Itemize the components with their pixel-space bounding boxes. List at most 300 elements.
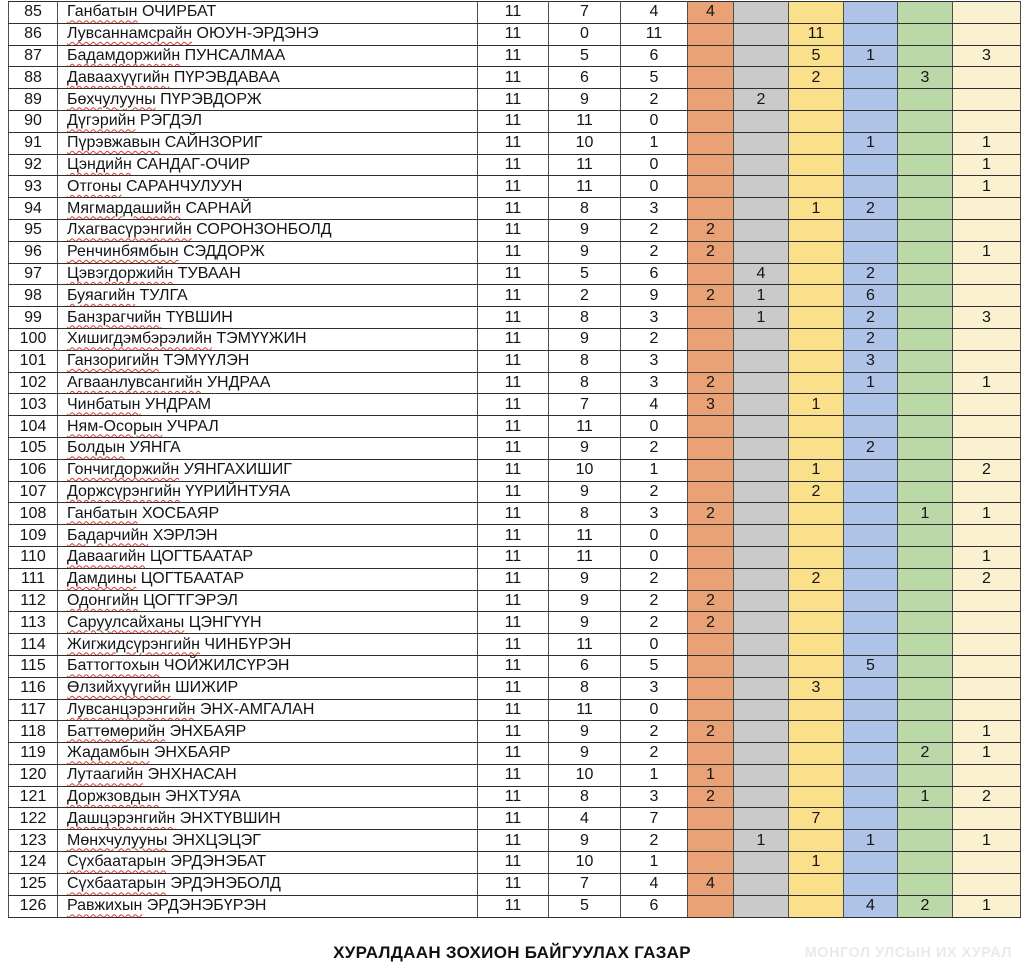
member-patronymic: Сүхбаатарын [67,853,166,871]
green-category-cell [898,873,953,895]
row-number: 92 [9,154,58,176]
member-given-name: ПҮРЭВДАВАА [173,68,280,86]
cream-category-cell: 1 [953,154,1021,176]
blue-category-cell: 2 [844,328,898,350]
yellow-category-cell [789,525,844,547]
green-category-cell [898,219,953,241]
gray-category-cell [734,546,789,568]
table-row [9,23,1021,45]
blue-category-cell [844,677,898,699]
attended-cell: 11 [549,110,621,132]
table-row [9,198,1021,220]
attended-cell: 0 [549,23,621,45]
cream-category-cell [953,699,1021,721]
gray-category-cell [734,416,789,438]
missed-cell: 6 [621,895,688,917]
missed-cell: 2 [621,612,688,634]
missed-cell: 3 [621,786,688,808]
blue-category-cell [844,459,898,481]
member-name [58,743,478,765]
member-patronymic: Лхагвасүрэнгийн [67,221,192,239]
member-patronymic: Ням-Осорын [67,417,163,435]
missed-cell: 0 [621,699,688,721]
table-row [9,590,1021,612]
yellow-category-cell: 1 [789,198,844,220]
gray-category-cell [734,503,789,525]
green-category-cell [898,612,953,634]
blue-category-cell [844,23,898,45]
total-sessions-cell: 11 [478,655,549,677]
total-sessions-cell: 11 [478,568,549,590]
gray-category-cell: 1 [734,830,789,852]
attended-cell: 9 [549,328,621,350]
missed-cell: 3 [621,307,688,329]
table-row [9,655,1021,677]
orange-category-cell: 1 [688,764,734,786]
orange-category-cell [688,176,734,198]
total-sessions-cell: 11 [478,503,549,525]
member-given-name: ТҮВШИН [165,308,233,326]
green-category-cell [898,655,953,677]
total-sessions-cell: 11 [478,67,549,89]
orange-category-cell [688,328,734,350]
yellow-category-cell [789,590,844,612]
gray-category-cell [734,525,789,547]
cream-category-cell [953,612,1021,634]
member-patronymic: Отгоны [67,177,122,195]
yellow-category-cell: 2 [789,568,844,590]
row-number: 104 [9,416,58,438]
blue-category-cell [844,525,898,547]
cream-category-cell [953,350,1021,372]
member-name [58,198,478,220]
gray-category-cell [734,350,789,372]
row-number: 88 [9,67,58,89]
row-number: 117 [9,699,58,721]
member-patronymic: Буяагийн [67,286,136,304]
member-given-name: САНДАГ-ОЧИР [136,155,251,173]
row-number: 124 [9,852,58,874]
table-row [9,612,1021,634]
orange-category-cell: 4 [688,873,734,895]
missed-cell: 2 [621,743,688,765]
missed-cell: 1 [621,132,688,154]
green-category-cell [898,677,953,699]
member-given-name: УЯНГАХИШИГ [183,461,292,479]
cream-category-cell [953,416,1021,438]
row-number: 119 [9,743,58,765]
yellow-category-cell [789,634,844,656]
blue-category-cell [844,416,898,438]
green-category-cell: 1 [898,786,953,808]
orange-category-cell: 2 [688,285,734,307]
missed-cell: 2 [621,590,688,612]
yellow-category-cell [789,132,844,154]
member-patronymic: Жигжидсүрэнгийн [67,635,200,653]
member-given-name: ОЮУН-ЭРДЭНЭ [196,25,319,43]
gray-category-cell [734,699,789,721]
yellow-category-cell: 1 [789,394,844,416]
green-category-cell [898,176,953,198]
green-category-cell [898,132,953,154]
blue-category-cell [844,154,898,176]
green-category-cell [898,23,953,45]
cream-category-cell: 3 [953,45,1021,67]
yellow-category-cell [789,721,844,743]
member-name [58,459,478,481]
green-category-cell [898,328,953,350]
orange-category-cell [688,110,734,132]
row-number: 93 [9,176,58,198]
yellow-category-cell: 2 [789,481,844,503]
orange-category-cell [688,546,734,568]
missed-cell: 1 [621,764,688,786]
attended-cell: 9 [549,437,621,459]
member-given-name: ОЧИРБАТ [141,3,217,21]
member-name [58,132,478,154]
row-number: 121 [9,786,58,808]
attended-cell: 8 [549,503,621,525]
blue-category-cell [844,699,898,721]
blue-category-cell [844,634,898,656]
orange-category-cell [688,154,734,176]
attended-cell: 11 [549,546,621,568]
gray-category-cell [734,23,789,45]
missed-cell: 4 [621,2,688,24]
member-given-name: ПҮРЭВДОРЖ [160,90,262,108]
cream-category-cell: 3 [953,307,1021,329]
table-row [9,219,1021,241]
member-given-name: ЭРДЭНЭБОЛД [170,875,281,893]
green-category-cell [898,830,953,852]
table-row [9,634,1021,656]
missed-cell: 5 [621,67,688,89]
row-number: 122 [9,808,58,830]
missed-cell: 2 [621,437,688,459]
member-patronymic: Дашцэрэнгийн [67,809,176,827]
member-given-name: ХОСБАЯР [141,504,220,522]
member-given-name: ЦОГТБААТАР [149,548,254,566]
attendance-table [8,1,1021,918]
missed-cell: 4 [621,394,688,416]
row-number: 95 [9,219,58,241]
member-given-name: ЭНХ-АМГАЛАН [199,700,315,718]
green-category-cell [898,568,953,590]
gray-category-cell: 4 [734,263,789,285]
member-given-name: ЧОЙЖИЛСҮРЭН [163,657,290,675]
member-given-name: ЭНХБАЯР [153,744,231,762]
total-sessions-cell: 11 [478,198,549,220]
member-patronymic: Сүхбаатарын [67,875,166,893]
attended-cell: 8 [549,786,621,808]
orange-category-cell [688,307,734,329]
member-name [58,372,478,394]
total-sessions-cell: 11 [478,525,549,547]
row-number: 125 [9,873,58,895]
table-row [9,110,1021,132]
yellow-category-cell [789,743,844,765]
table-row [9,459,1021,481]
member-given-name: УЧРАЛ [166,417,219,435]
attended-cell: 4 [549,808,621,830]
member-patronymic: Дамдины [67,570,137,588]
gray-category-cell [734,612,789,634]
member-given-name: СОРОНЗОНБОЛД [196,221,332,239]
gray-category-cell [734,110,789,132]
row-number: 118 [9,721,58,743]
member-name [58,2,478,24]
cream-category-cell [953,437,1021,459]
row-number: 96 [9,241,58,263]
orange-category-cell [688,568,734,590]
attended-cell: 7 [549,394,621,416]
member-name [58,437,478,459]
yellow-category-cell [789,873,844,895]
row-number: 113 [9,612,58,634]
gray-category-cell [734,655,789,677]
cream-category-cell: 1 [953,895,1021,917]
table-row [9,307,1021,329]
total-sessions-cell: 11 [478,416,549,438]
cream-category-cell [953,655,1021,677]
table-row [9,241,1021,263]
attended-cell: 7 [549,2,621,24]
attended-cell: 9 [549,241,621,263]
orange-category-cell: 2 [688,786,734,808]
orange-category-cell: 2 [688,503,734,525]
gray-category-cell [734,176,789,198]
total-sessions-cell: 11 [478,219,549,241]
attended-cell: 8 [549,307,621,329]
member-patronymic: Бөхчулууны [67,90,156,108]
row-number: 101 [9,350,58,372]
total-sessions-cell: 11 [478,285,549,307]
row-number: 108 [9,503,58,525]
member-patronymic: Чинбатын [67,395,141,413]
yellow-category-cell [789,263,844,285]
missed-cell: 0 [621,176,688,198]
yellow-category-cell [789,895,844,917]
missed-cell: 0 [621,416,688,438]
orange-category-cell [688,655,734,677]
member-given-name: САРНАЙ [185,199,252,217]
member-name [58,241,478,263]
member-name [58,699,478,721]
cream-category-cell [953,23,1021,45]
attended-cell: 9 [549,219,621,241]
cream-category-cell: 1 [953,830,1021,852]
blue-category-cell: 2 [844,437,898,459]
member-patronymic: Одонгийн [67,591,139,609]
member-patronymic: Цэндийн [67,155,132,173]
green-category-cell [898,198,953,220]
row-number: 98 [9,285,58,307]
member-name [58,895,478,917]
member-given-name: УНДРАМ [144,395,212,413]
cream-category-cell: 1 [953,241,1021,263]
orange-category-cell: 2 [688,241,734,263]
gray-category-cell [734,786,789,808]
green-category-cell: 1 [898,503,953,525]
member-patronymic: Ганбатын [67,504,138,522]
member-patronymic: Лувсаннамсрайн [67,25,193,43]
member-name [58,481,478,503]
row-number: 99 [9,307,58,329]
member-name [58,568,478,590]
member-name [58,307,478,329]
blue-category-cell [844,89,898,111]
member-given-name: ЦОГТГЭРЭЛ [143,591,238,609]
member-name [58,328,478,350]
cream-category-cell [953,2,1021,24]
orange-category-cell: 3 [688,394,734,416]
member-patronymic: Равжихын [67,897,143,915]
yellow-category-cell: 5 [789,45,844,67]
member-name [58,764,478,786]
cream-category-cell: 2 [953,459,1021,481]
member-given-name: ТЭМҮҮЛЭН [163,352,250,370]
yellow-category-cell [789,830,844,852]
orange-category-cell [688,45,734,67]
orange-category-cell [688,481,734,503]
green-category-cell [898,307,953,329]
member-given-name: САЙНЗОРИГ [164,134,263,152]
member-patronymic: Агваанлувсангийн [67,373,203,391]
missed-cell: 2 [621,830,688,852]
row-number: 91 [9,132,58,154]
cream-category-cell [953,328,1021,350]
table-row [9,285,1021,307]
attended-cell: 5 [549,895,621,917]
cream-category-cell [953,263,1021,285]
attended-cell: 5 [549,263,621,285]
yellow-category-cell [789,350,844,372]
yellow-category-cell [789,89,844,111]
table-row [9,328,1021,350]
member-given-name: ПУНСАЛМАА [184,46,286,64]
member-patronymic: Дүгэрийн [67,112,136,130]
missed-cell: 7 [621,808,688,830]
member-name [58,263,478,285]
green-category-cell [898,525,953,547]
cream-category-cell [953,873,1021,895]
attended-cell: 2 [549,285,621,307]
missed-cell: 3 [621,503,688,525]
green-category-cell [898,546,953,568]
row-number: 126 [9,895,58,917]
gray-category-cell [734,394,789,416]
total-sessions-cell: 11 [478,590,549,612]
blue-category-cell [844,808,898,830]
green-category-cell [898,721,953,743]
missed-cell: 4 [621,873,688,895]
green-category-cell [898,699,953,721]
blue-category-cell: 2 [844,198,898,220]
attended-cell: 9 [549,481,621,503]
missed-cell: 0 [621,154,688,176]
orange-category-cell [688,89,734,111]
gray-category-cell [734,219,789,241]
total-sessions-cell: 11 [478,89,549,111]
total-sessions-cell: 11 [478,328,549,350]
yellow-category-cell [789,612,844,634]
gray-category-cell [734,481,789,503]
missed-cell: 2 [621,721,688,743]
missed-cell: 0 [621,546,688,568]
yellow-category-cell: 2 [789,67,844,89]
member-patronymic: Бадарчийн [67,526,149,544]
row-number: 107 [9,481,58,503]
table-row [9,45,1021,67]
gray-category-cell [734,590,789,612]
missed-cell: 3 [621,372,688,394]
member-name [58,350,478,372]
member-name [58,721,478,743]
member-name [58,23,478,45]
member-given-name: ЭРДЭНЭБҮРЭН [146,897,267,915]
member-patronymic: Хишигдэмбэрэлийн [67,330,212,348]
orange-category-cell [688,830,734,852]
member-name [58,612,478,634]
green-category-cell [898,394,953,416]
member-name [58,503,478,525]
orange-category-cell [688,23,734,45]
member-given-name: ЧИНБҮРЭН [204,635,292,653]
gray-category-cell [734,154,789,176]
orange-category-cell [688,263,734,285]
member-patronymic: Бадамдоржийн [67,46,181,64]
green-category-cell [898,241,953,263]
green-category-cell: 3 [898,67,953,89]
gray-category-cell [734,2,789,24]
yellow-category-cell [789,154,844,176]
attended-cell: 9 [549,830,621,852]
row-number: 123 [9,830,58,852]
row-number: 85 [9,2,58,24]
orange-category-cell: 4 [688,2,734,24]
member-patronymic: Ганбатын [67,3,138,21]
blue-category-cell [844,110,898,132]
missed-cell: 2 [621,568,688,590]
yellow-category-cell [789,416,844,438]
gray-category-cell [734,721,789,743]
total-sessions-cell: 11 [478,132,549,154]
table-row [9,743,1021,765]
missed-cell: 6 [621,45,688,67]
member-patronymic: Мөнхчулууны [67,831,168,849]
cream-category-cell [953,808,1021,830]
yellow-category-cell: 1 [789,459,844,481]
member-name [58,89,478,111]
gray-category-cell [734,132,789,154]
table-row [9,699,1021,721]
table-row [9,895,1021,917]
cream-category-cell [953,764,1021,786]
member-given-name: ҮҮРИЙНТУЯА [185,482,291,500]
row-number: 102 [9,372,58,394]
total-sessions-cell: 11 [478,895,549,917]
table-row [9,350,1021,372]
table-row [9,525,1021,547]
row-number: 112 [9,590,58,612]
member-given-name: ЦЭНГҮҮН [188,613,262,631]
orange-category-cell [688,459,734,481]
member-given-name: САРАНЧУЛУУН [125,177,243,195]
table-row [9,764,1021,786]
blue-category-cell: 5 [844,655,898,677]
green-category-cell [898,285,953,307]
table-row [9,677,1021,699]
